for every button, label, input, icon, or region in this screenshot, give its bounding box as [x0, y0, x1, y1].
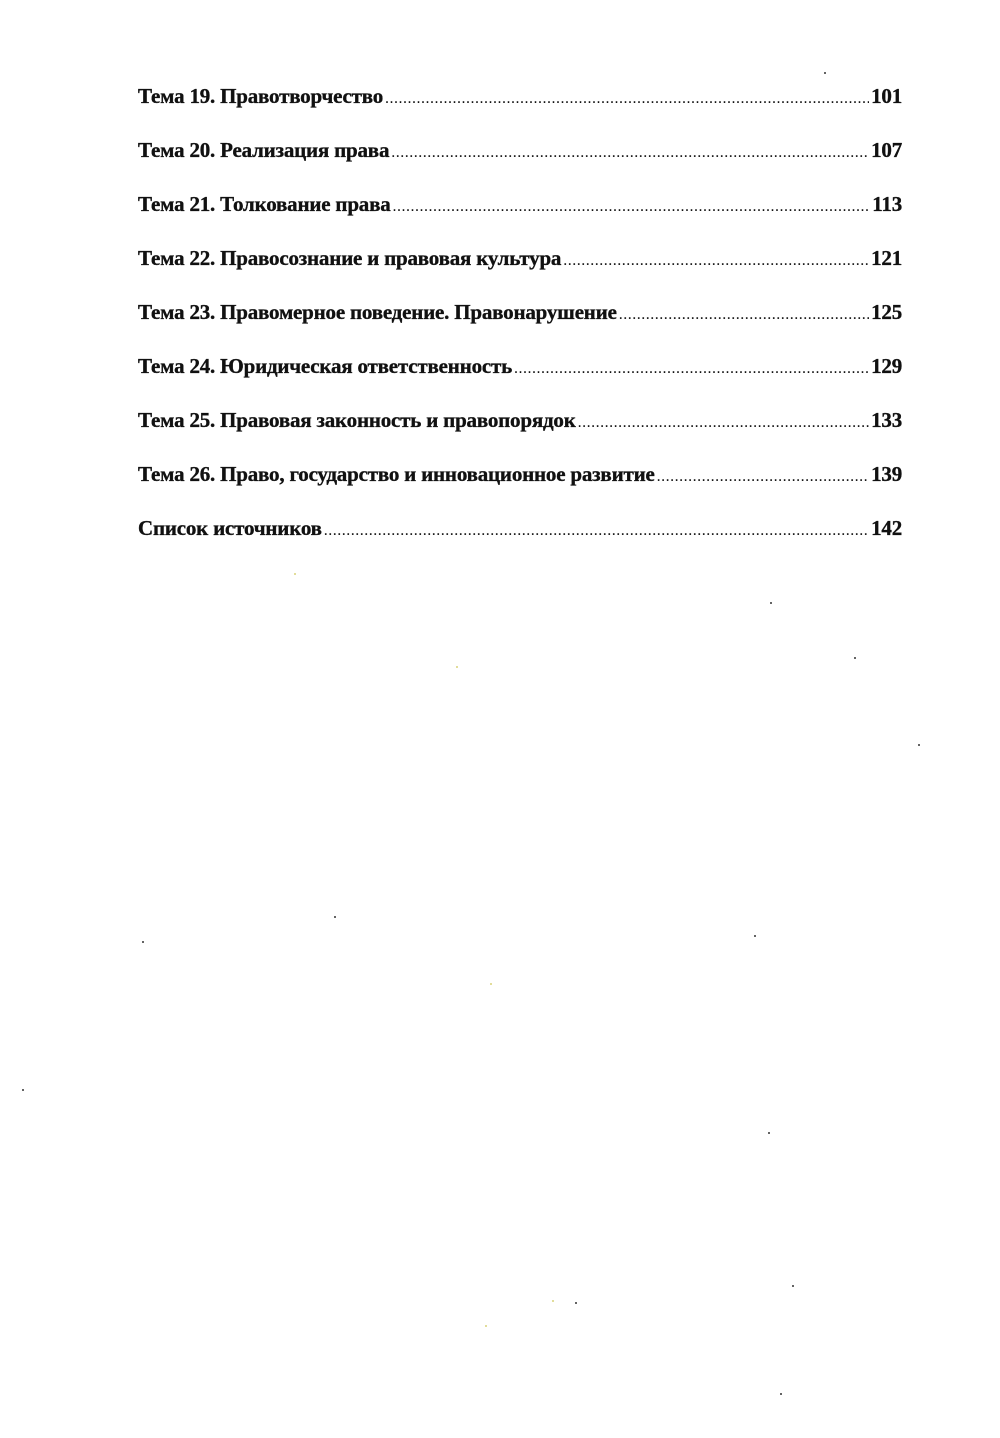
scan-speck [768, 1132, 770, 1134]
scan-speck [918, 744, 920, 746]
toc-entry-page: 113 [872, 192, 902, 216]
toc-entry-page: 142 [871, 516, 902, 540]
toc-entry [138, 462, 902, 516]
toc-entry-page: 133 [871, 408, 902, 432]
toc-entry [138, 84, 902, 138]
toc-entry-title: Тема 23. Правомерное поведение. Правонарушение [138, 300, 617, 324]
toc-entry-title: Тема 25. Правовая законность и правопорядок [138, 408, 576, 432]
scan-speck [485, 1325, 487, 1327]
toc-entry-page: 107 [871, 138, 902, 162]
scan-speck [854, 657, 856, 659]
toc-entry [138, 408, 902, 462]
scan-speck [792, 1285, 794, 1287]
table-of-contents [138, 84, 902, 570]
toc-entry-title: Тема 21. Толкование права [138, 192, 391, 216]
toc-entry-title: Список источников [138, 516, 322, 540]
toc-entry-page: 139 [871, 462, 902, 486]
toc-entry-title: Тема 26. Право, государство и инновационное развитие [138, 462, 655, 486]
scan-speck [22, 1089, 24, 1091]
scan-speck [334, 916, 336, 918]
toc-entry-title: Тема 20. Реализация права [138, 138, 390, 162]
toc-entry [138, 246, 902, 300]
scan-speck [780, 1393, 782, 1395]
scan-speck [456, 666, 458, 668]
toc-leader-dots [393, 195, 871, 219]
toc-entry-title: Тема 19. Правотворчество [138, 84, 383, 108]
toc-entry-title: Тема 24. Юридическая ответственность [138, 354, 513, 378]
toc-leader-dots [391, 141, 869, 165]
toc-entry [138, 354, 902, 408]
toc-entry-page: 125 [871, 300, 902, 324]
toc-entry-page: 101 [871, 84, 902, 108]
toc-leader-dots [563, 249, 869, 273]
scan-speck [490, 983, 492, 985]
toc-entry-page: 121 [871, 246, 902, 270]
toc-leader-dots [514, 357, 869, 381]
scan-speck [294, 573, 296, 575]
toc-leader-dots [657, 465, 869, 489]
toc-entry-title: Тема 22. Правосознание и правовая культура [138, 246, 562, 270]
toc-entry [138, 516, 902, 570]
scan-speck [552, 1300, 554, 1302]
toc-entry-page: 129 [871, 354, 902, 378]
scan-speck [575, 1302, 577, 1304]
toc-entry [138, 138, 902, 192]
toc-leader-dots [578, 411, 869, 435]
scan-speck [142, 941, 144, 943]
toc-entry [138, 192, 902, 246]
scan-speck [770, 602, 772, 604]
toc-leader-dots [324, 519, 869, 543]
toc-leader-dots [385, 87, 869, 111]
scan-speck [824, 72, 826, 74]
toc-leader-dots [619, 303, 869, 327]
scan-speck [754, 935, 756, 937]
toc-entry [138, 300, 902, 354]
